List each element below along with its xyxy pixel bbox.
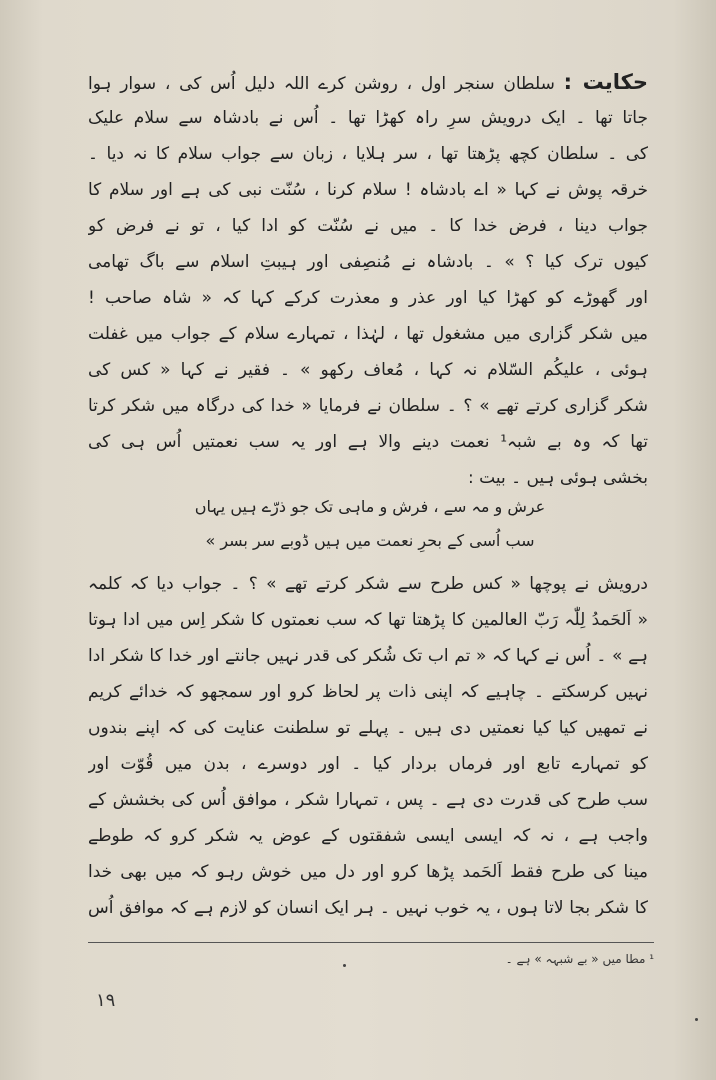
verse-couplet <box>160 490 580 558</box>
text-line: « اَلحَمدُ لِلّٰہ رَبّ العالمین کا پڑھتا تھا کہ سب نعمتوں کا شکر اِس میں ادا ہوتا <box>88 610 648 630</box>
text-line-verse-label: بخشی ہوئی ہیں ۔ بیت : <box>468 468 648 488</box>
footnote-divider <box>88 942 654 943</box>
text-line: ہے » ۔ اُس نے کہا کہ « تم اب تک شُکر کی قدر نہیں جانتے اور خدا کا شکر ادا <box>88 646 648 666</box>
text-line: میں شکر گزاری میں مشغول تھا ، لہٰذا ، تمہارے سلام کے جواب میں غفلت <box>88 324 648 344</box>
speck-mark <box>695 1018 698 1021</box>
speck-mark <box>343 964 346 967</box>
continuation-paragraph <box>88 566 648 926</box>
verse-line-2: سب اُسی کے بحرِ نعمت میں ہیں ڈوبے سر بسر » <box>205 531 535 550</box>
text-line: اور گھوڑے کو کھڑا کیا اور عذر و معذرت کرکے کہا کہ « شاہ صاحب ! <box>88 288 648 308</box>
text-line: شکر گزاری کرتے تھے » ؟ ۔ سلطان نے فرمایا « خدا کی درگاہ میں شکر کرتا <box>88 396 648 416</box>
text-line: درویش نے پوچھا « کس طرح سے شکر کرتے تھے » ؟ ۔ جواب دیا کہ کلمہ <box>88 574 648 594</box>
footnote: ¹ مطا میں « بے شبہہ » ہے ۔ <box>505 952 654 966</box>
story-first-line <box>88 64 648 100</box>
text-line: واجب ہے ، نہ کہ ایسی ایسی شفقتوں کے عوض یہ شکر کرو کہ طوطے <box>88 826 648 846</box>
text-line: کی ۔ سلطان کچھ پڑھتا تھا ، سر ہلایا ، زبان سے جواب سلام کا نہ دیا ۔ <box>88 144 648 164</box>
text-line: سب طرح کی قدرت دی ہے ۔ پس ، تمہارا شکر ، موافق اُس کی بخشش کے <box>88 790 648 810</box>
text-line: تھا کہ وہ بے شبہ¹ نعمت دینے والا ہے اور یہ سب نعمتیں اُس ہی کی <box>88 432 648 452</box>
story-intro: سلطان سنجر اول ، روشن کرے اللہ دلیل اُس کی ، سوار ہوا <box>88 74 564 94</box>
text-line: خرقہ پوش نے کہا « اے بادشاہ ! سلام کرنا ، سُنّت نبی کی ہے اور سلام کا <box>88 180 648 200</box>
text-line: کیوں ترک کیا ؟ » ۔ بادشاہ نے مُنصِفی اور ہیبتِ اسلام سے باگ تھامی <box>88 252 648 272</box>
text-line: کا شکر بجا لاتا ہوں ، یہ خوب نہیں ۔ ہر ایک انسان کو لازم ہے کہ موافق اُس <box>88 898 648 918</box>
story-title: حکایت : <box>563 70 648 94</box>
page-number: ۱۹ <box>96 990 116 1011</box>
text-line: کو تمہارے تابع اور فرماں بردار کیا ۔ اور دوسرے ، بدن میں قُوّت اور <box>88 754 648 774</box>
text-line: جاتا تھا ۔ ایک درویش سرِ راہ کھڑا تھا ۔ اُس نے بادشاہ سے سلام علیک <box>88 108 648 128</box>
verse-line-1: عرش و مہ سے ، فرش و ماہی تک جو ذرّے ہیں یہاں <box>194 497 546 516</box>
text-line: نے تمھیں کیا کیا نعمتیں دی ہیں ۔ پہلے تو سلطنت عنایت کی کہ اپنے بندوں <box>88 718 648 738</box>
text-line: جواب دینا ، فرض خدا کا ۔ میں نے سُنّت کو ادا کیا ، تو نے فرض کو <box>88 216 648 236</box>
text-line: مینا کی طرح فقط اَلحَمد پڑھا کرو اور دل میں خوش رہو کہ میں بھی خدا <box>88 862 648 882</box>
story-paragraph <box>88 64 648 496</box>
text-line: ہوئی ، علیکُم السّلام نہ کہا ، مُعاف رکھو » ۔ فقیر نے کہا « کس کی <box>88 360 648 380</box>
text-line: نہیں کرسکتے ۔ چاہیے کہ اپنی ذات پر لحاظ کرو اور سمجھو کہ خدائے کریم <box>88 682 648 702</box>
